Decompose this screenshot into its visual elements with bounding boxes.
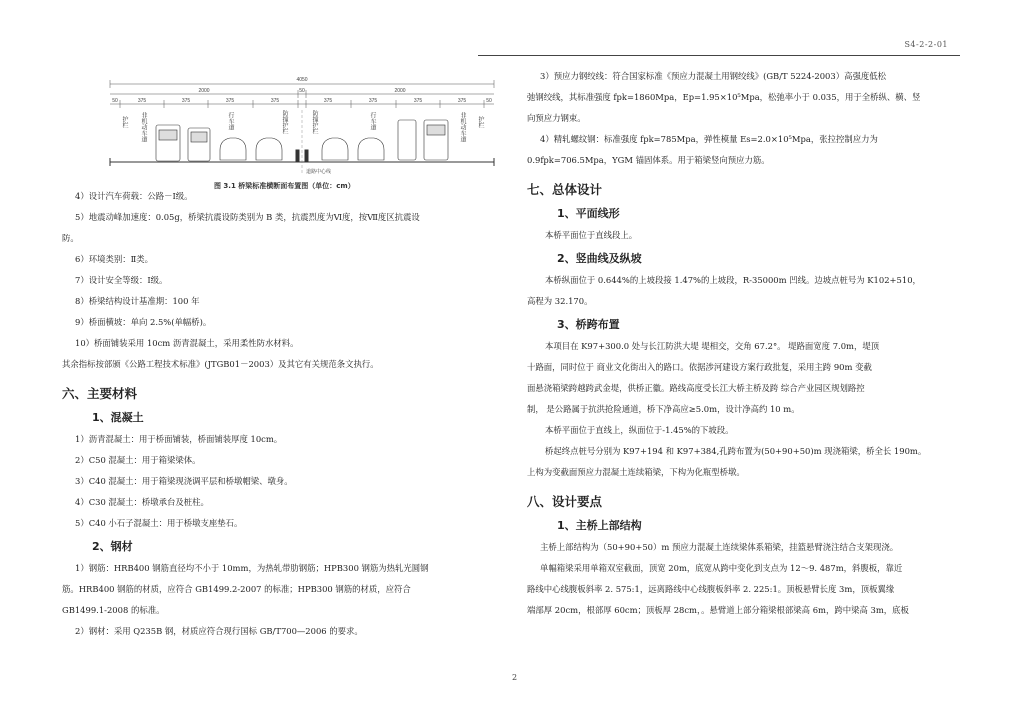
car-icon	[256, 138, 282, 160]
text-line: 7）设计安全等级：Ⅰ级。	[75, 275, 168, 285]
dim-seg: 375	[413, 98, 423, 104]
figure-caption: 图 3.1 桥梁标准横断面布置图（单位：cm）	[214, 182, 355, 190]
text-line: 本桥纵面位于 0.644%的上坡段接 1.47%的上坡段，R-35000m 凹线。边坡点桩号为 K102+510，	[545, 275, 921, 285]
dim-seg: 375	[457, 98, 467, 104]
text-line: 4）精轧螺纹钢：标准强度 fpk=785Mpa，弹性模量 Es=2.0×10⁵Mpa，张拉控制应力为	[540, 134, 878, 144]
text-line: 6）环境类别：Ⅱ类。	[75, 254, 154, 264]
text-line: 制， 是公路属于抗洪抢险通道，桥下净高应≥5.0m，设计净高约 10 m。	[527, 404, 800, 414]
text-line: 十路面，同时位于 商业文化街出入的路口。依据涉河建设方案行政批复，采用主跨 90m 变截	[527, 362, 872, 372]
subsection-heading: 2、竖曲线及纵坡	[557, 252, 642, 265]
section-heading: 八、设计要点	[527, 494, 603, 509]
text-line: 3）预应力钢绞线：符合国家标准《预应力混凝土用钢绞线》(GB/T 5224-2003）高强度低松	[540, 71, 886, 81]
text-line: 10）桥面铺装采用 10cm 沥青混凝土，采用柔性防水材料。	[75, 338, 299, 348]
document-code: S4-2-2-01	[904, 40, 948, 49]
car-icon	[358, 138, 384, 160]
subsection-heading: 1、平面线形	[557, 207, 620, 220]
label-left-nonmotor: 非机动车道	[140, 112, 146, 142]
dim-seg: 375	[270, 98, 280, 104]
text-line: 1）钢筋：HRB400 钢筋直径均不小于 10mm，为热轧带肋钢筋；HPB300 钢筋为热轧光圆钢	[75, 563, 429, 573]
text-line: 2）钢材：采用 Q235B 钢，材质应符合现行国标 GB/T700—2006 的要求。	[75, 626, 363, 636]
page-number: 2	[512, 673, 518, 682]
label-right-lane: 行车道	[369, 112, 375, 130]
subsection-heading: 2、钢材	[92, 540, 133, 553]
dim-seg: 375	[137, 98, 147, 104]
dim-median: 50	[299, 88, 305, 94]
text-line: 8）桥梁结构设计基准期：100 年	[75, 296, 200, 306]
text-line: 1）沥青混凝土：用于桥面铺装，桥面铺装厚度 10cm。	[75, 434, 283, 444]
label-left-guard: 护栏	[121, 116, 127, 128]
label-median-left: 防撞护栏	[281, 110, 287, 134]
dim-right-half: 2000	[394, 88, 406, 94]
text-line: 5）C40 小石子混凝土：用于桥墩支座垫石。	[75, 518, 243, 528]
truck-icon	[398, 120, 416, 160]
text-line: 面悬浇箱梁跨越跨武金堤，供桥正徽。路线高度受长江大桥主桥及跨 综合产业园区规划路控	[527, 383, 865, 393]
text-line: 5）地震动峰加速度：0.05g，桥梁抗震设防类别为 B 类，抗震烈度为Ⅵ度，按Ⅶ度区抗震设	[75, 212, 420, 222]
text-line: 端部厚 20cm，根部厚 60cm；顶板厚 28cm，。悬臂道上部分箱梁根部梁高 6m，跨中梁高 3m，底板	[527, 605, 909, 615]
right-column	[527, 66, 965, 621]
text-line: 上构为变截面预应力混凝土连续箱梁，下构为化瓶型桥墩。	[527, 467, 745, 477]
text-line: 本项目在 K97+300.0 处与长江防洪大堤 堤相交，交角 67.2°。 堤路面宽度 7.0m，堤顶	[545, 341, 880, 351]
header-rule	[478, 55, 960, 56]
label-right-guard: 护栏	[477, 116, 483, 128]
text-line: GB1499.1-2008 的标准。	[62, 605, 165, 615]
text-line: 向预应力钢束。	[527, 113, 586, 123]
text-line: 0.9fpk=706.5Mpa，YGM 锚固体系。用于箱梁竖向预应力筋。	[527, 155, 770, 165]
subsection-heading: 1、主桥上部结构	[557, 519, 642, 532]
subsection-heading: 1、混凝土	[92, 411, 144, 424]
text-line: 9）桥面横坡：单向 2.5%(单幅桥)。	[75, 317, 212, 327]
section-heading: 六、主要材料	[62, 386, 138, 401]
text-line: 3）C40 混凝土：用于箱梁现浇调平层和桥墩帽梁、墩身。	[75, 476, 293, 486]
text-line: 桥起终点桩号分别为 K97+194 和 K97+384,孔跨布置为(50+90+50)m 现浇箱梁，桥全长 190m。	[545, 446, 927, 456]
bridge-cross-section-figure	[108, 70, 498, 182]
text-line: 防。	[62, 233, 79, 243]
text-line: 2）C50 混凝土：用于箱梁梁体。	[75, 455, 201, 465]
label-right-nonmotor: 非机动车道	[459, 112, 465, 142]
text-line: 弛钢绞线，其标准强度 fpk=1860Mpa，Ep=1.95×10⁵Mpa，松弛率小于 0.035，用于全桥纵、横、竖	[527, 92, 921, 102]
text-line: 4）设计汽车荷载：公路－Ⅰ级。	[75, 191, 193, 201]
text-line: 筋。HRB400 钢筋的材质，应符合 GB1499.2-2007 的标准；HPB300 钢筋的材质，应符合	[62, 584, 411, 594]
car-icon	[322, 138, 348, 160]
text-line: 高程为 32.170。	[527, 296, 593, 306]
text-line: 本桥平面位于直线上，纵面位于-1.45%的下坡段。	[545, 425, 734, 435]
label-median-right: 防撞护栏	[311, 110, 317, 134]
text-line: 主桥上部结构为（50+90+50）m 预应力混凝土连续梁体系箱梁，挂篮悬臂浇注结合支架现浇。	[540, 542, 899, 552]
dim-seg: 50	[486, 98, 492, 104]
dim-seg: 50	[112, 98, 118, 104]
dim-total: 4050	[296, 77, 308, 83]
dim-seg: 375	[368, 98, 378, 104]
dim-seg: 375	[225, 98, 235, 104]
dim-seg: 375	[181, 98, 191, 104]
subsection-heading: 3、桥跨布置	[557, 318, 620, 331]
text-line: 其余指标按部颁《公路工程技术标准》(JTGB01－2003）及其它有关规范条文执行。	[62, 359, 379, 369]
left-column	[62, 186, 514, 642]
text-line: 本桥平面位于直线段上。	[545, 230, 638, 240]
section-heading: 七、总体设计	[527, 182, 603, 197]
dim-seg: 375	[323, 98, 333, 104]
dim-left-half: 2000	[198, 88, 210, 94]
label-centerline: 道路中心线	[306, 169, 332, 175]
text-line: 路线中心线腹板斜率 2. 575:1，远离路线中心线腹板斜率 2. 225:1。顶板悬臂长度 3m，顶板翼缘	[527, 584, 895, 594]
text-line: 单幅箱梁采用单箱双室截面，顶宽 20m，底宽从跨中变化到支点为 12～9. 487m，斜腹板，靠近	[540, 563, 903, 573]
label-left-lane: 行车道	[227, 112, 233, 130]
car-icon	[220, 138, 246, 160]
text-line: 4）C30 混凝土：桥墩承台及桩柱。	[75, 497, 209, 507]
